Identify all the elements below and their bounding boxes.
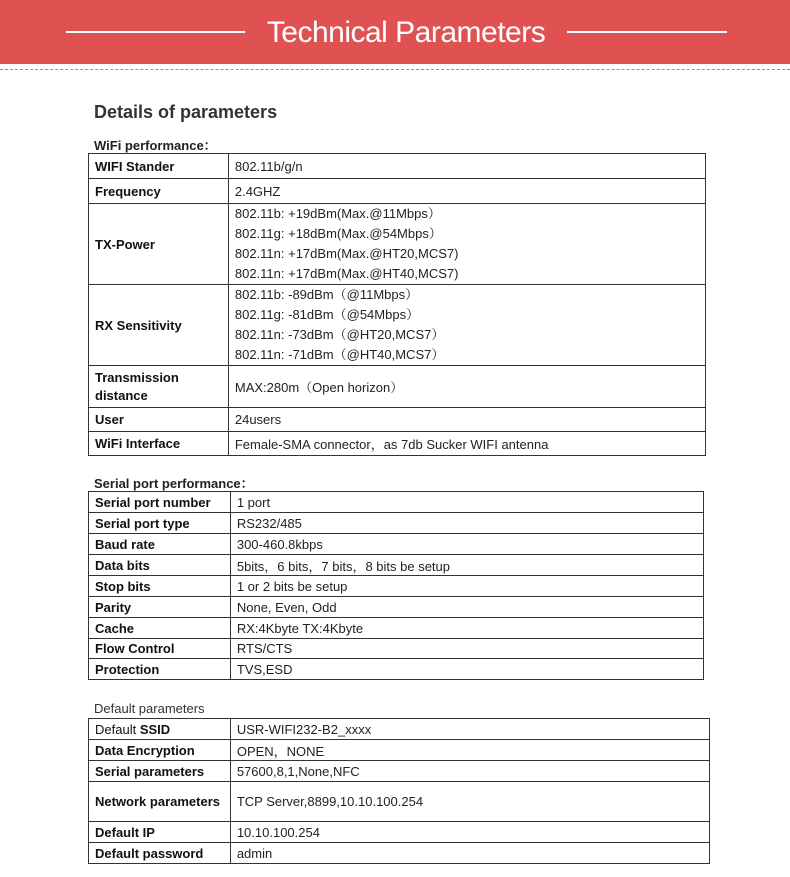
param-name: Default IP [89, 822, 231, 843]
param-value: 1 port [230, 492, 703, 513]
wifi-table [88, 153, 706, 456]
param-name: Stop bits [89, 576, 231, 597]
param-name: Data bits [89, 555, 231, 576]
table-row [89, 366, 706, 408]
param-value: OPEN，NONE [230, 740, 709, 761]
value-line: 802.11n: +17dBm(Max.@HT20,MCS7) [234, 246, 459, 261]
param-name [89, 719, 231, 740]
table-row [89, 576, 704, 597]
param-name: Flow Control [89, 639, 231, 659]
value-line: 802.11g: -81dBm（@54Mbps） [234, 307, 420, 322]
param-name: Serial port type [89, 513, 231, 534]
table-row [89, 618, 704, 639]
param-value: None, Even, Odd [230, 597, 703, 618]
param-value: 10.10.100.254 [230, 822, 709, 843]
param-value: 2.4GHZ [228, 179, 705, 204]
value-line: 802.11g: +18dBm(Max.@54Mbps） [234, 226, 442, 241]
param-name: RX Sensitivity [89, 285, 229, 366]
dashed-divider [0, 69, 790, 70]
table-row [89, 659, 704, 680]
wifi-section-label: WiFi performance： [94, 138, 217, 153]
param-name: Default password [89, 843, 231, 864]
table-row [89, 432, 706, 456]
param-value: TCP Server,8899,10.10.100.254 [230, 782, 709, 822]
param-value: MAX:280m（Open horizon） [228, 366, 705, 408]
param-value: USR-WIFI232-B2_xxxx [230, 719, 709, 740]
param-value: 5bits，6 bits，7 bits，8 bits be setup [230, 555, 703, 576]
param-value: admin [230, 843, 709, 864]
value-line: 802.11n: -73dBm（@HT20,MCS7） [234, 327, 445, 342]
page-heading: Details of parameters [94, 102, 278, 122]
table-row [89, 597, 704, 618]
value-line: 802.11n: -71dBm（@HT40,MCS7） [234, 347, 445, 362]
param-name: Frequency [89, 179, 229, 204]
param-value: 1 or 2 bits be setup [230, 576, 703, 597]
param-name: Serial port number [89, 492, 231, 513]
param-name: Transmission distance [89, 366, 229, 408]
param-name: Cache [89, 618, 231, 639]
param-value: RS232/485 [230, 513, 703, 534]
value-line: 802.11n: +17dBm(Max.@HT40,MCS7) [234, 266, 459, 281]
param-name-main: SSID [139, 721, 171, 737]
banner-title: Technical Parameters [266, 16, 546, 49]
table-row [89, 492, 704, 513]
param-name: Parity [89, 597, 231, 618]
param-name-prefix: Default [95, 721, 140, 737]
table-row [89, 285, 706, 366]
serial-section-label: Serial port performance： [94, 476, 254, 491]
table-row [89, 154, 706, 179]
table-row [89, 822, 710, 843]
param-name: Protection [89, 659, 231, 680]
param-value: Female-SMA connector，as 7db Sucker WIFI antenna [228, 432, 705, 456]
table-row [89, 534, 704, 555]
param-name: Serial parameters [89, 761, 231, 782]
value-line: 802.11b: -89dBm（@11Mbps） [234, 287, 419, 302]
param-name: Data Encryption [89, 740, 231, 761]
header-banner [0, 0, 790, 64]
table-row [89, 555, 704, 576]
table-row [89, 513, 704, 534]
param-value: 300-460.8kbps [230, 534, 703, 555]
param-value: RX:4Kbyte TX:4Kbyte [230, 618, 703, 639]
param-name: Network parameters [89, 782, 231, 822]
table-row [89, 782, 710, 822]
serial-table [88, 491, 704, 680]
param-value: 57600,8,1,None,NFC [230, 761, 709, 782]
table-row [89, 761, 710, 782]
param-name: Baud rate [89, 534, 231, 555]
param-value: RTS/CTS [230, 639, 703, 659]
param-value: 24users [228, 408, 705, 432]
defaults-section-label: Default parameters [94, 701, 205, 716]
banner-left-rule [66, 31, 245, 33]
banner-right-rule [567, 31, 727, 33]
table-row [89, 179, 706, 204]
param-name: User [89, 408, 229, 432]
param-value: TVS,ESD [230, 659, 703, 680]
table-row [89, 204, 706, 285]
value-line: 802.11b: +19dBm(Max.@11Mbps） [234, 206, 441, 221]
table-row [89, 740, 710, 761]
param-value: 802.11b/g/n [228, 154, 705, 179]
param-name: WIFI Stander [89, 154, 229, 179]
param-value [228, 204, 705, 285]
table-row [89, 408, 706, 432]
param-name: WiFi Interface [89, 432, 229, 456]
defaults-table [88, 718, 710, 864]
table-row [89, 639, 704, 659]
table-row [89, 843, 710, 864]
param-name: TX-Power [89, 204, 229, 285]
table-row [89, 719, 710, 740]
param-value [228, 285, 705, 366]
